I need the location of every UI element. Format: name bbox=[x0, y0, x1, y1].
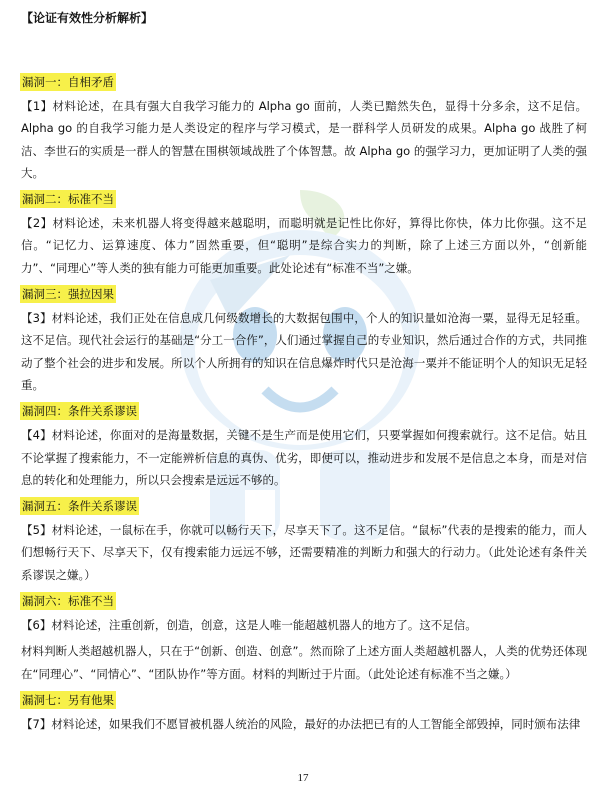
analysis-paragraph: 【2】材料论述，未来机器人将变得越来越聪明，而聪明就是记性比你好，算得比你快，体力比你强。这不足信。“记忆力、运算速度、体力”固然重要，但“聪明”是综合实力的判断，除了上述三方面以外，“创新能力”、“同理心”等人类的独有能力可能更加重要。此处论述有“标准不当”之嫌。 bbox=[21, 216, 587, 275]
loophole-heading: 漏洞五：条件关系谬误 bbox=[22, 499, 137, 514]
page-number: 17 bbox=[297, 772, 309, 784]
loophole-heading: 漏洞六：标准不当 bbox=[22, 594, 114, 609]
page-title: 【论证有效性分析解析】 bbox=[21, 11, 154, 25]
analysis-paragraph: 【1】材料论述，在具有强大自我学习能力的 Alpha go 面前，人类已黯然失色，显得十分多余，这不足信。Alpha go 的自我学习能力是人类设定的程序与学习模式，是一群科学人员研发的成果。Alpha go 战胜了柯洁、李世石的实质是一群人的智慧在围棋领域战胜了个体智慧。故 Alpha go 的强学习力，更加证明了人类的强大。 bbox=[21, 99, 587, 180]
loophole-heading: 漏洞三：强拉因果 bbox=[22, 287, 114, 302]
loophole-section bbox=[21, 590, 587, 685]
loophole-section bbox=[21, 400, 587, 491]
loophole-section bbox=[21, 188, 587, 279]
loophole-list bbox=[21, 71, 587, 735]
analysis-paragraph: 【5】材料论述，一鼠标在手，你就可以畅行天下，尽享天下了。这不足信。“鼠标”代表的是搜索的能力，而人们想畅行天下、尽享天下，仅有搜索能力远远不够，还需要精准的判断力和强大的行动力。（此处论述有条件关系谬误之嫌。） bbox=[21, 523, 587, 582]
analysis-paragraph: 【6】材料论述，注重创新，创造，创意，这是人唯一能超越机器人的地方了。这不足信。 bbox=[21, 618, 477, 633]
analysis-paragraph: 【4】材料论述，你面对的是海量数据，关键不是生产而是使用它们，只要掌握如何搜索就行。这不足信。姑且不论掌握了搜索能力，不一定能辨析信息的真伪、优劣，即便可以，推动进步和发展不是信息之本身，而是对信息的转化和处理能力，所以只会搜索是远远不够的。 bbox=[21, 428, 587, 487]
loophole-heading: 漏洞七：另有他果 bbox=[22, 692, 114, 707]
loophole-heading: 漏洞二：标准不当 bbox=[22, 192, 114, 207]
main-content bbox=[21, 10, 587, 739]
analysis-paragraph: 【3】材料论述，我们正处在信息成几何级数增长的大数据包围中，个人的知识量如沧海一粟，显得无足轻重。这不足信。现代社会运行的基础是“分工一合作”，人们通过掌握自己的专业知识，然后通过合作的方式，共同推动了整个社会的进步和发展。所以个人所拥有的知识在信息爆炸时代只是沧海一粟并不能证明个人的知识无足轻重。 bbox=[21, 311, 587, 392]
loophole-section bbox=[21, 283, 587, 396]
loophole-heading: 漏洞四：条件关系谬误 bbox=[22, 404, 137, 419]
loophole-section bbox=[21, 71, 587, 184]
loophole-heading: 漏洞一：自相矛盾 bbox=[22, 75, 114, 89]
analysis-paragraph: 【7】材料论述，如果我们不愿冒被机器人统治的风险，最好的办法把已有的人工智能全部毁掉，同时颁布法律 bbox=[21, 716, 581, 731]
analysis-paragraph: 材料判断人类超越机器人，只在于“创新、创造、创意”。然而除了上述方面人类超越机器人，人类的优势还体现在“同理心”、“同情心”、“团队协作”等方面。材料的判断过于片面。（此处论述有标准不当之嫌。） bbox=[21, 644, 587, 681]
loophole-section bbox=[21, 689, 587, 735]
loophole-section bbox=[21, 495, 587, 586]
